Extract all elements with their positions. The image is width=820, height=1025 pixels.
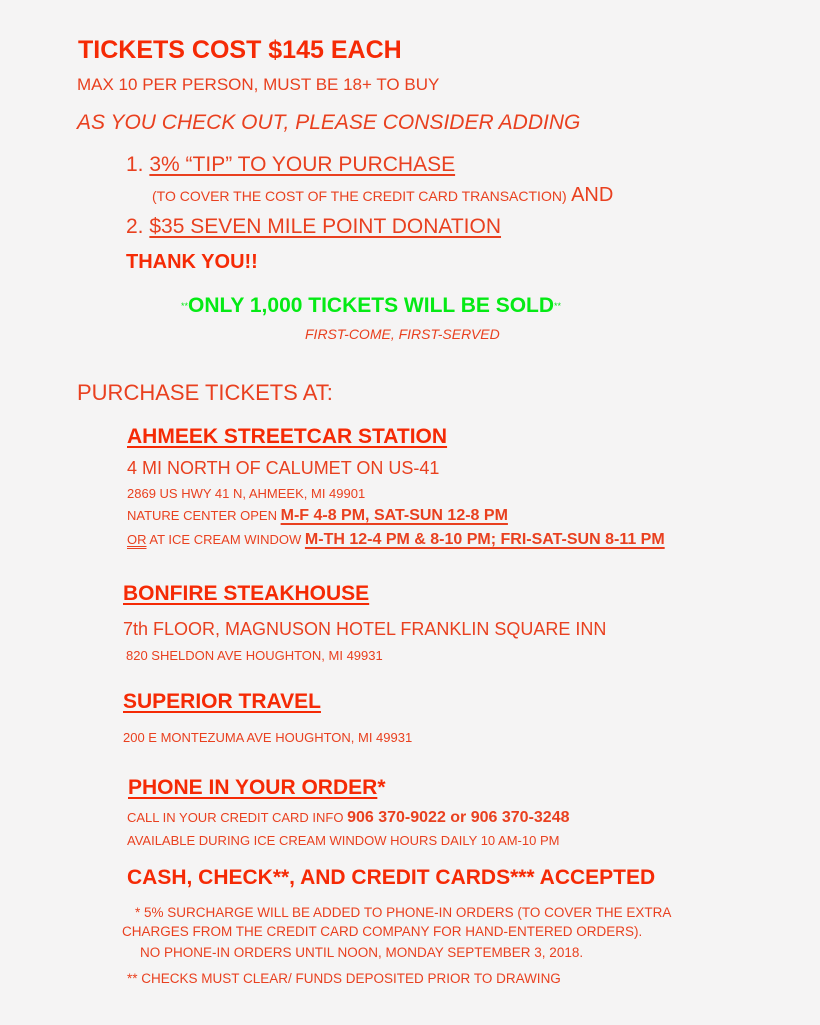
ice-cream-window-hours [127, 531, 665, 549]
phone-numbers: 906 370-9022 or 906 370-3248 [347, 809, 570, 826]
asterisks: ** [181, 301, 189, 311]
or-label: OR [127, 532, 147, 547]
surcharge-note-cont: CHARGES FROM THE CREDIT CARD COMPANY FOR HAND-ENTERED ORDERS). [122, 924, 643, 939]
asterisk: * [377, 776, 386, 799]
hours-value: M-TH 12-4 PM & 8-10 PM; FRI-SAT-SUN 8-11 PM [304, 531, 665, 548]
donation-addon-label: $35 SEVEN MILE POINT DONATION [149, 215, 502, 238]
addon-number: 2. [126, 215, 144, 238]
phone-call-line [127, 809, 569, 827]
addon-item-2 [126, 215, 501, 239]
phone-heading-text: PHONE IN YOUR ORDER [128, 776, 378, 799]
nature-center-hours [127, 507, 508, 525]
addon-item-1 [126, 153, 455, 177]
location-bonfire-address: 820 SHELDON AVE HOUGHTON, MI 49931 [126, 648, 383, 663]
phone-order-heading [128, 776, 386, 800]
location-bonfire-name: BONFIRE STEAKHOUSE [123, 582, 370, 605]
tip-note-line [152, 184, 613, 207]
hours-value: M-F 4-8 PM, SAT-SUN 12-8 PM [280, 507, 508, 524]
purchase-heading: PURCHASE TICKETS AT: [77, 380, 333, 405]
notice-text: ONLY 1,000 TICKETS WILL BE SOLD [188, 294, 555, 317]
purchase-limit: MAX 10 PER PERSON, MUST BE 18+ TO BUY [77, 75, 440, 94]
hours-label: NATURE CENTER OPEN [127, 508, 281, 523]
location-bonfire-floor: 7th FLOOR, MAGNUSON HOTEL FRANKLIN SQUARE INN [123, 619, 607, 639]
phone-order-start-note: NO PHONE-IN ORDERS UNTIL NOON, MONDAY SEPTEMBER 3, 2018. [140, 945, 584, 960]
consider-adding: AS YOU CHECK OUT, PLEASE CONSIDER ADDING [77, 111, 581, 134]
payment-methods-heading: CASH, CHECK**, AND CREDIT CARDS*** ACCEPTED [127, 866, 656, 889]
location-superior-travel-name: SUPERIOR TRAVEL [123, 690, 321, 713]
thank-you: THANK YOU!! [126, 251, 258, 273]
addon-number: 1. [126, 153, 144, 176]
location-ahmeek-directions: 4 MI NORTH OF CALUMET ON US-41 [127, 458, 440, 478]
tip-note: (TO COVER THE COST OF THE CREDIT CARD TRANSACTION) [152, 188, 567, 204]
checks-note: ** CHECKS MUST CLEAR/ FUNDS DEPOSITED PRIOR TO DRAWING [127, 971, 561, 986]
phone-availability: AVAILABLE DURING ICE CREAM WINDOW HOURS DAILY 10 AM-10 PM [127, 833, 560, 848]
first-come-note: FIRST-COME, FIRST-SERVED [305, 326, 500, 342]
call-label: CALL IN YOUR CREDIT CARD INFO [127, 810, 348, 825]
surcharge-note: * 5% SURCHARGE WILL BE ADDED TO PHONE-IN ORDERS (TO COVER THE EXTRA [135, 905, 672, 920]
location-ahmeek-name: AHMEEK STREETCAR STATION [127, 425, 448, 448]
asterisks: ** [554, 301, 562, 311]
hours-label: AT ICE CREAM WINDOW [146, 532, 305, 547]
location-superior-travel-address: 200 E MONTEZUMA AVE HOUGHTON, MI 49931 [123, 730, 413, 745]
location-ahmeek-address: 2869 US HWY 41 N, AHMEEK, MI 49901 [127, 486, 366, 501]
price-title: TICKETS COST $145 EACH [78, 36, 402, 64]
and-label: AND [571, 184, 614, 206]
tip-addon-label: 3% “TIP” TO YOUR PURCHASE [149, 153, 456, 176]
limited-tickets-notice [181, 294, 561, 318]
